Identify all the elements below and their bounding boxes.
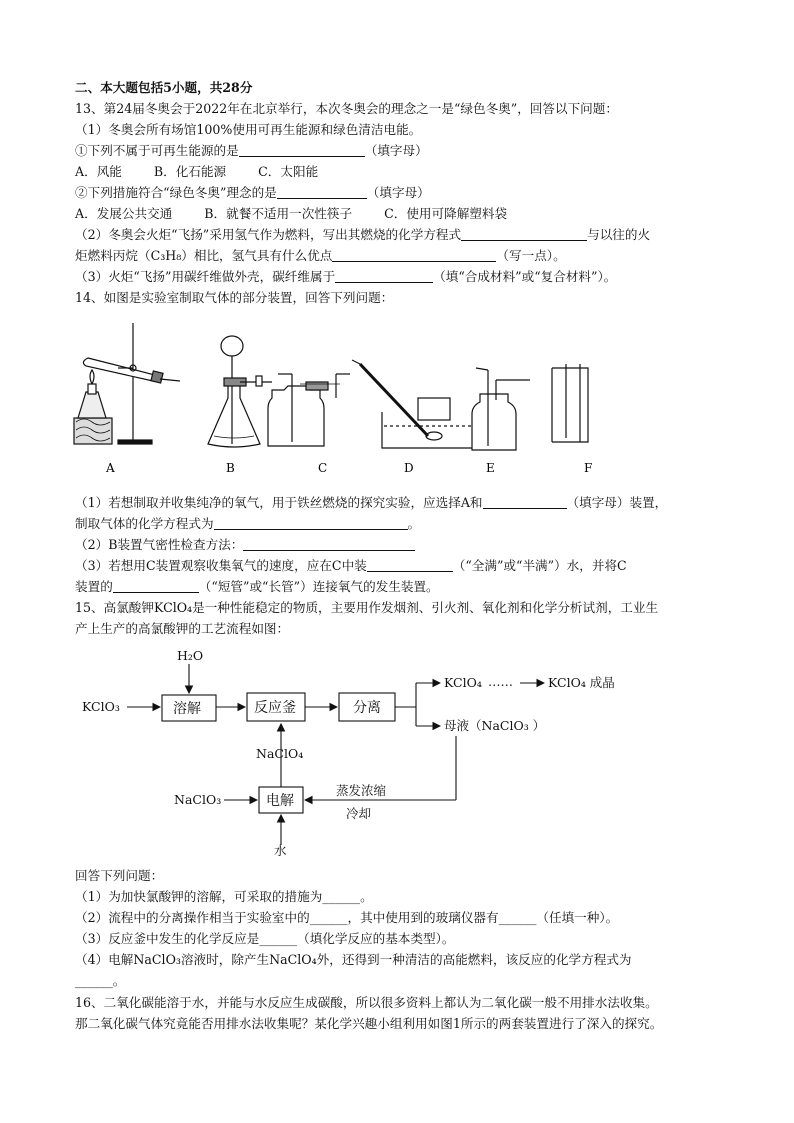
flow-dots: …… — [488, 674, 513, 689]
section-title: 二、本大题包括5小题，共28分 — [75, 80, 253, 95]
q15-part4: （4）电解NaClO₃溶液时，除产生NaClO₄外，还得到一种清洁的高能燃料，该反应的化学方程式为 — [75, 952, 632, 967]
q13-part2-line2 — [75, 248, 566, 264]
q15-part4-blank: ______。 — [75, 973, 126, 988]
q13-sub1-blank[interactable] — [239, 144, 365, 157]
q13-sub2 — [75, 185, 430, 201]
q16-line2: 那二氧化碳气体究竟能否用排水法收集呢？某化学兴趣小组利用如图1所示的两套装置进行了深入的探究。 — [75, 1016, 663, 1031]
q13-sub2-text: ②下列措施符合“绿色冬奥”理念的是 — [75, 185, 277, 200]
q13-advantage-blank[interactable] — [332, 249, 496, 262]
q14-part3-line2 — [75, 579, 439, 595]
q13-sub1-options: A．风能 B．化石能源 C．太阳能 — [75, 164, 319, 179]
q14-stem: 14、如图是实验室制取气体的部分装置，回答下列问题： — [75, 290, 394, 305]
label-f: F — [584, 461, 593, 475]
flow-electrolysis-box: 电解 — [266, 793, 294, 809]
q14-equation-blank[interactable] — [214, 517, 408, 530]
q13-sub1-text: ①下列不属于可再生能源的是 — [75, 143, 239, 158]
q14-part3-hint: （“全满”或“半满”）水，并将C — [452, 558, 627, 573]
flow-reactor-box: 反应釜 — [254, 700, 296, 716]
q14-part1-line1 — [75, 495, 667, 511]
process-flowchart — [0, 640, 794, 865]
q15-part2: （2）流程中的分离操作相当于实验室中的______，其中使用到的玻璃仪器有______（任填一种）。 — [75, 910, 619, 925]
q13-part3-text: （3）火炬“飞扬”用碳纤维做外壳，碳纤维属于 — [75, 269, 336, 284]
label-d: D — [404, 461, 414, 475]
flow-kclo3: KClO₃ — [82, 699, 120, 714]
q13-part3 — [75, 269, 616, 285]
q14-part1-hint: （填字母）装置， — [566, 495, 668, 510]
q13-sub2-hint: （填字母） — [366, 185, 430, 200]
flow-naclo3: NaClO₃ — [174, 792, 222, 807]
q14-water-blank[interactable] — [367, 559, 453, 572]
q14-part2 — [75, 537, 415, 553]
label-c: C — [318, 461, 328, 475]
q13-part1: （1）冬奥会所有场馆100%使用可再生能源和绿色清洁电能。 — [75, 122, 422, 137]
apparatus-a — [74, 323, 180, 444]
q14-part3-text2: 装置的 — [75, 579, 113, 594]
q13-sub1 — [75, 143, 428, 159]
apparatus-b — [208, 336, 272, 447]
q15-stem-line2: 产上生产的高氯酸钾的工艺流程如图： — [75, 621, 290, 636]
q14-part3-hint2: （“短管”或“长管”）连接氧气的发生装置。 — [198, 579, 439, 594]
flow-h2o: H₂O — [177, 648, 204, 663]
q14-part1-line2 — [75, 516, 420, 532]
q15-part1: （1）为加快氯酸钾的溶解，可采取的措施为______。 — [75, 889, 373, 904]
q13-part2-text2: 炬燃料丙烷（C₃H₈）相比，氢气具有什么优点 — [75, 248, 333, 263]
apparatus-f — [552, 364, 588, 442]
label-b: B — [226, 461, 235, 475]
flow-naclo4: NaClO₄ — [256, 746, 304, 761]
q13-part2-hint: （写一点）。 — [496, 248, 566, 263]
apparatus-e — [472, 368, 530, 450]
q14-airtight-blank[interactable] — [243, 538, 415, 551]
q13-sub2-options: A．发展公共交通 B．就餐不适用一次性筷子 C．使用可降解塑料袋 — [75, 206, 508, 221]
q14-part3-text: （3）若想用C装置观察收集氧气的速度，应在C中装 — [75, 558, 367, 573]
label-e: E — [486, 461, 495, 475]
q14-part2-text: （2）B装置气密性检查方法： — [75, 537, 244, 552]
q13-part2-text: （2）冬奥会火炬“飞扬”采用氢气作为燃料，写出其燃烧的化学方程式 — [75, 227, 462, 242]
flow-mother-liquor: 母液（NaClO₃ ） — [444, 718, 546, 733]
q14-part3-line1 — [75, 558, 627, 574]
q14-part1-text: （1）若想制取并收集纯净的氧气，用于铁丝燃烧的探究实验，应选择A和 — [75, 495, 483, 510]
apparatus-d — [352, 360, 486, 448]
label-a: A — [106, 461, 115, 475]
q15-answer-intro: 回答下列问题： — [75, 868, 164, 883]
q13-stem: 13、第24届冬奥会于2022年在北京举行，本次冬奥会的理念之一是“绿色冬奥”，回答以下问题： — [75, 101, 618, 116]
flow-separate-box: 分离 — [353, 700, 381, 716]
q15-stem-line1: 15、高氯酸钾KClO₄是一种性能稳定的物质，主要用作发烟剂、引火剂、氧化剂和化学分析试剂，工业生 — [75, 600, 659, 615]
q14-part1-text2: 制取气体的化学方程式为 — [75, 516, 214, 531]
apparatus-figure — [60, 318, 620, 478]
q13-part3-hint: （填“合成材料”或“复合材料”）。 — [433, 269, 617, 284]
q14-device-blank[interactable] — [483, 496, 567, 509]
q13-part2-tail: 与以往的火 — [587, 227, 651, 242]
q14-part1-end: 。 — [407, 516, 421, 531]
q16-line1: 16、二氧化碳能溶于水，并能与水反应生成碳酸，所以很多资料上都认为二氧化碳一般不用排水法收集。 — [75, 995, 658, 1010]
q13-equation-blank[interactable] — [461, 228, 587, 241]
flow-water: 水 — [274, 843, 287, 858]
q14-tube-blank[interactable] — [113, 580, 199, 593]
q13-sub1-hint: （填字母） — [364, 143, 428, 158]
q13-part2-line1 — [75, 227, 650, 243]
flow-kclo4: KClO₄ — [444, 675, 482, 690]
q13-material-blank[interactable] — [335, 270, 433, 283]
q15-part3: （3）反应釜中发生的化学反应是______（填化学反应的基本类型）。 — [75, 931, 455, 946]
flow-dissolve-box: 溶解 — [173, 701, 201, 717]
q13-sub2-blank[interactable] — [277, 186, 367, 199]
flow-kclo4-crystal: KClO₄ 成晶 — [548, 675, 615, 690]
apparatus-c — [268, 374, 350, 446]
flow-cool: 冷却 — [346, 806, 372, 821]
flow-evaporate: 蒸发浓缩 — [336, 783, 387, 798]
